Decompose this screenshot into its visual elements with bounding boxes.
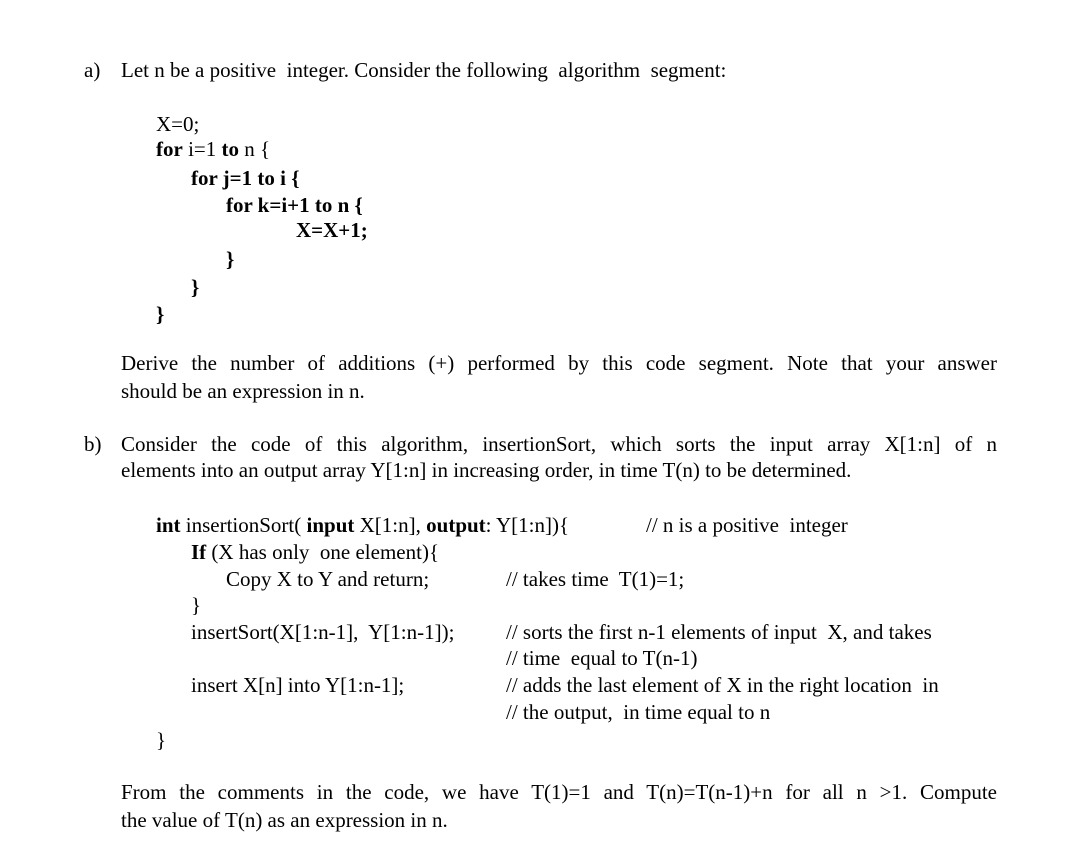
part-b-intro-line-1: Consider the code of this algorithm, insertionSort, which sorts the input array X[1:n] of n — [121, 432, 997, 456]
part-a-label: a) — [84, 58, 101, 82]
code-b-call-comment-2: // time equal to T(n-1) — [506, 646, 698, 670]
keyword-for: for — [156, 137, 183, 161]
code-a-line-2 — [156, 137, 270, 161]
function-name: insertionSort( — [180, 513, 307, 537]
keyword-input: input — [306, 513, 355, 537]
part-b-label: b) — [84, 432, 102, 456]
code-a-close-j: } — [191, 275, 200, 299]
keyword-to: to — [221, 137, 240, 161]
code-a-line-5: X=X+1; — [296, 218, 368, 242]
code-a-close-k: } — [226, 247, 235, 271]
code-a-line-2-mid: i=1 — [182, 137, 222, 161]
code-b-close-fn: } — [156, 728, 167, 752]
part-b-intro-line-2: elements into an output array Y[1:n] in increasing order, in time T(n) to be determined. — [121, 458, 852, 482]
code-b-signature — [156, 513, 569, 537]
code-b-signature-comment: // n is a positive integer — [646, 513, 848, 537]
code-b-close-if: } — [191, 593, 202, 617]
keyword-int: int — [156, 513, 181, 537]
code-b-if-line — [191, 540, 439, 564]
signature-x: X[1:n], — [354, 513, 427, 537]
code-a-line-4: for k=i+1 to n { — [226, 193, 363, 217]
code-b-insert-comment-1: // adds the last element of X in the right location in — [506, 673, 939, 697]
code-b-insert: insert X[n] into Y[1:n-1]; — [191, 673, 405, 697]
part-a-question-line-2: should be an expression in n. — [121, 379, 365, 403]
signature-y: : Y[1:n]){ — [485, 513, 570, 537]
code-b-call-comment-1: // sorts the first n-1 elements of input X, and takes — [506, 620, 932, 644]
part-a-intro: Let n be a positive integer. Consider the following algorithm segment: — [121, 58, 727, 82]
code-a-close-i: } — [156, 302, 165, 326]
part-b-question-line-1: From the comments in the code, we have T(1)=1 and T(n)=T(n-1)+n for all n >1. Compute — [121, 780, 997, 804]
if-condition: (X has only one element){ — [206, 540, 440, 564]
code-a-line-1: X=0; — [156, 112, 200, 136]
code-b-copy: Copy X to Y and return; — [226, 567, 430, 591]
code-b-insert-comment-2: // the output, in time equal to n — [506, 700, 771, 724]
code-a-line-3: for j=1 to i { — [191, 166, 300, 190]
code-b-recursive-call: insertSort(X[1:n-1], Y[1:n-1]); — [191, 620, 455, 644]
part-a-question-line-1: Derive the number of additions (+) performed by this code segment. Note that your answer — [121, 351, 997, 375]
keyword-if: If — [191, 540, 207, 564]
code-b-copy-comment: // takes time T(1)=1; — [506, 567, 685, 591]
keyword-output: output — [426, 513, 486, 537]
part-b-question-line-2: the value of T(n) as an expression in n. — [121, 808, 448, 832]
code-a-line-2-end: n { — [239, 137, 271, 161]
